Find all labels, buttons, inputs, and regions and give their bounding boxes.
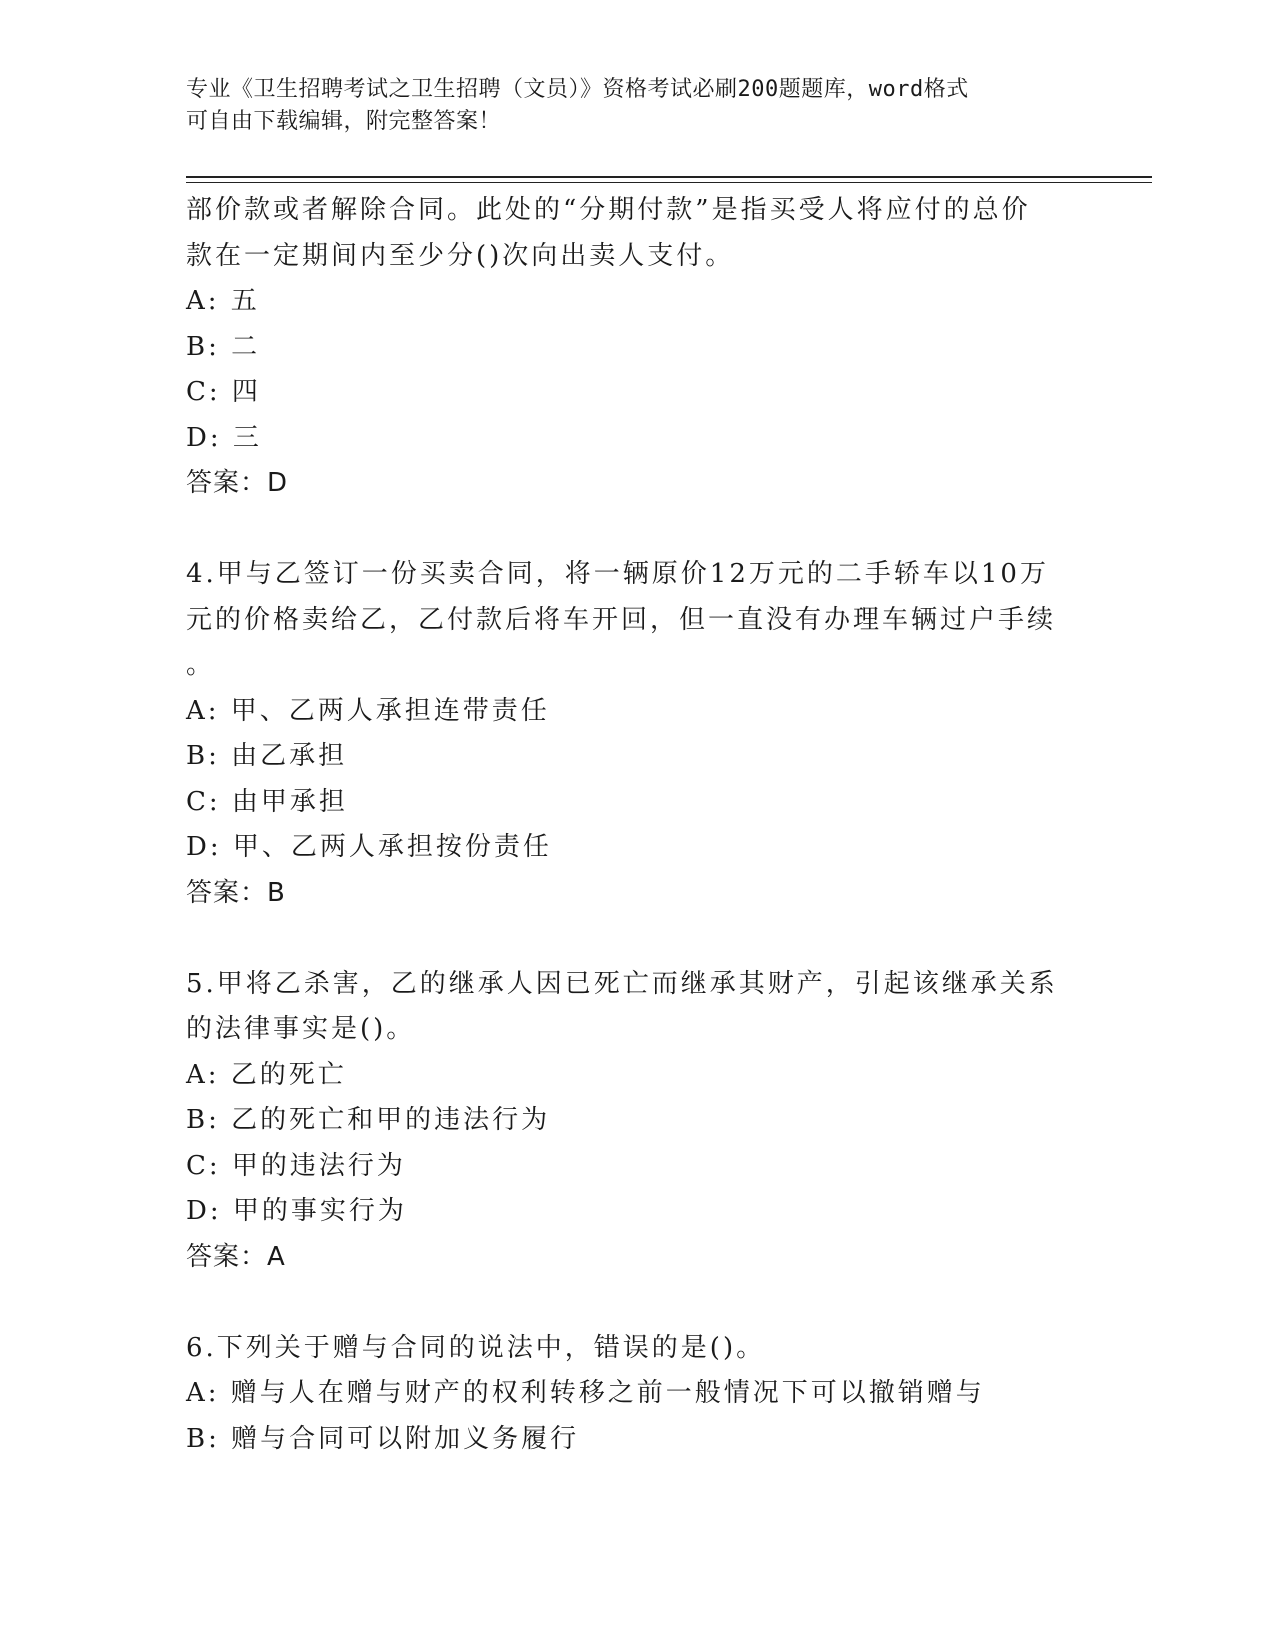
header-title-line-1: 专业《卫生招聘考试之卫生招聘（文员）》资格考试必刷200题题库，word格式 [186, 77, 969, 102]
question-text: 部价款或者解除合同。此处的“分期付款”是指买受人将应付的总价 [186, 195, 1031, 225]
option-c: C: 四 [186, 377, 261, 407]
spacer [186, 916, 1086, 962]
question-3 [186, 188, 1086, 507]
option-a: A: 乙的死亡 [186, 1059, 347, 1090]
option-d: D: 三 [186, 422, 262, 453]
spacer [186, 507, 1086, 553]
option-b: B: 二 [186, 331, 261, 362]
option-b: B: 由乙承担 [186, 741, 348, 771]
question-4 [186, 552, 1086, 916]
option-d: D: 甲、乙两人承担按份责任 [186, 832, 552, 862]
option-a: A: 五 [186, 286, 260, 316]
answer: 答案：B [186, 877, 286, 908]
question-text: 6.下列关于赠与合同的说法中，错误的是()。 [186, 1332, 766, 1363]
option-a: A: 赠与人在赠与财产的权利转移之前一般情况下可以撤销赠与 [186, 1378, 985, 1408]
option-b: B: 乙的死亡和甲的违法行为 [186, 1105, 551, 1135]
header-rule-thick [186, 176, 1152, 178]
spacer [186, 1280, 1086, 1326]
question-6 [186, 1326, 1086, 1463]
option-a: A: 甲、乙两人承担连带责任 [186, 695, 550, 726]
option-c: C: 甲的违法行为 [186, 1150, 406, 1181]
question-5 [186, 962, 1086, 1281]
question-text: 。 [186, 650, 216, 680]
option-c: C: 由甲承担 [186, 786, 348, 817]
question-list [186, 188, 1086, 1462]
option-d: D: 甲的事实行为 [186, 1196, 407, 1226]
question-text: 的法律事实是()。 [186, 1014, 416, 1044]
answer: 答案：A [186, 1241, 286, 1272]
question-text: 4.甲与乙签订一份买卖合同，将一辆原价12万元的二手轿车以10万 [186, 559, 1049, 589]
question-text: 5.甲将乙杀害，乙的继承人因已死亡而继承其财产，引起该继承关系 [186, 968, 1058, 999]
option-b: B: 赠与合同可以附加义务履行 [186, 1423, 580, 1454]
header-rule-thin [186, 182, 1152, 183]
page-header [186, 74, 1066, 138]
question-text: 元的价格卖给乙，乙付款后将车开回，但一直没有办理车辆过户手续 [186, 604, 1057, 635]
header-title-line-2: 可自由下载编辑，附完整答案！ [186, 109, 502, 134]
question-text: 款在一定期间内至少分()次向出卖人支付。 [186, 240, 735, 271]
answer: 答案：D [186, 468, 289, 498]
